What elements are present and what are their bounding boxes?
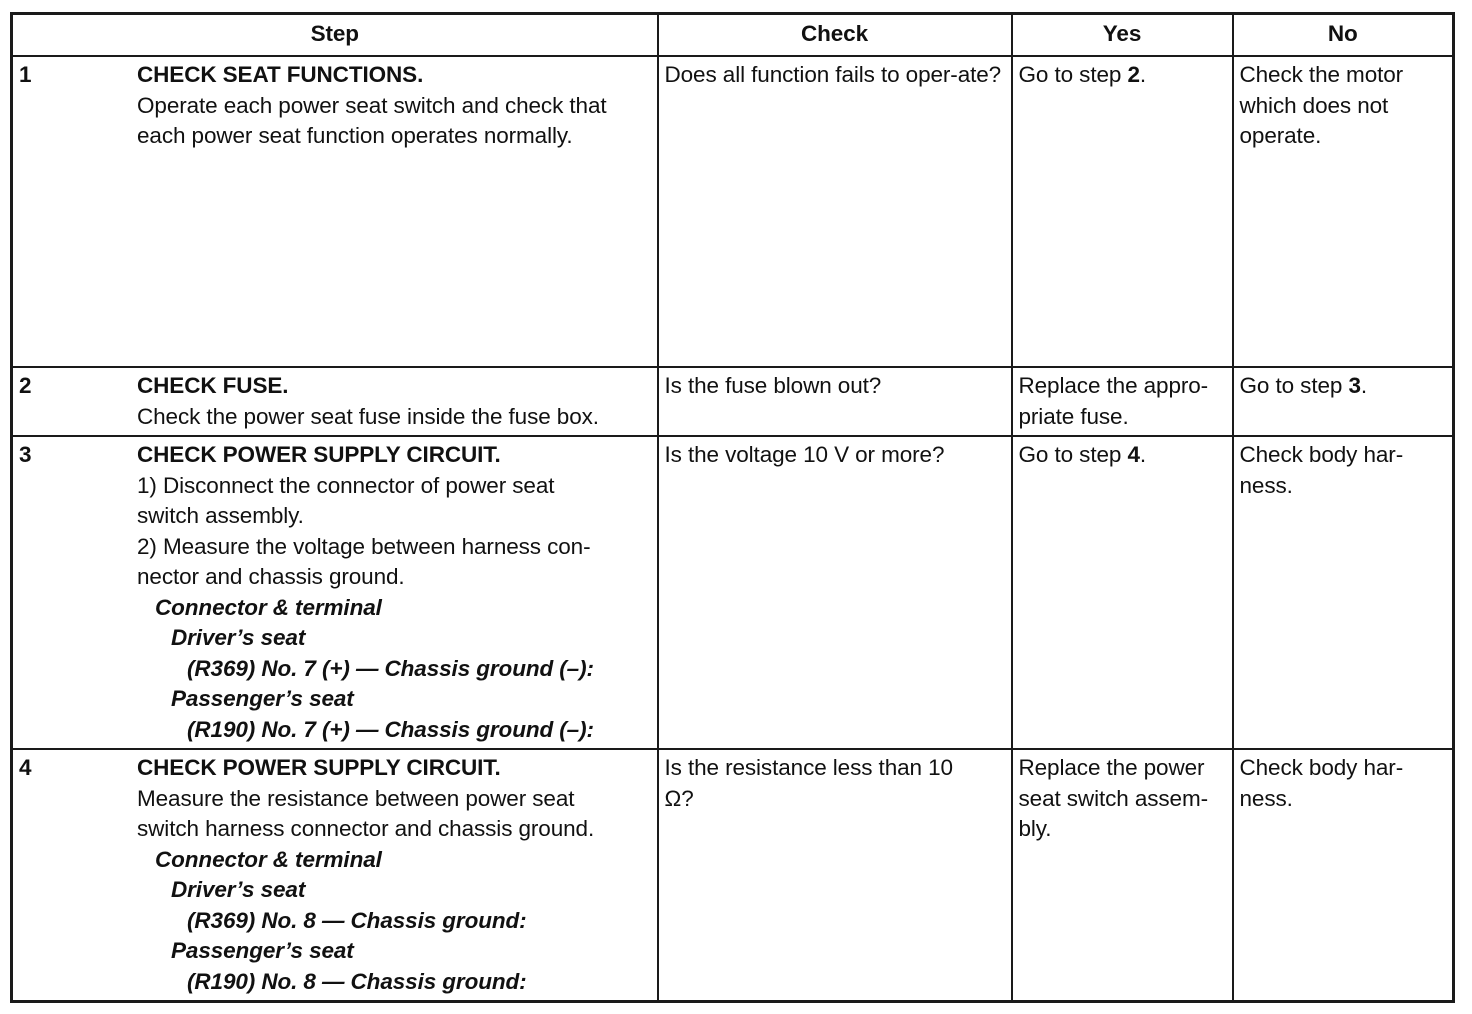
step-number: 2 xyxy=(19,373,32,398)
header-yes: Yes xyxy=(1012,14,1233,57)
passenger-seat-label: Passenger’s seat xyxy=(171,938,354,963)
step-cell xyxy=(12,367,658,436)
yes-cell: Replace the appro-priate fuse. xyxy=(1012,367,1233,436)
passenger-terminal: (R190) No. 8 — Chassis ground: xyxy=(187,968,527,994)
check-cell: Is the fuse blown out? xyxy=(658,367,1012,436)
driver-terminal: (R369) No. 8 — Chassis ground: xyxy=(187,907,527,933)
check-text: Ω? xyxy=(664,785,694,811)
connector-label: Connector & terminal xyxy=(155,594,382,620)
step-number: 1 xyxy=(19,62,32,87)
yes-text: Go to step xyxy=(1018,62,1128,87)
yes-step-number: 4 xyxy=(1127,442,1140,467)
no-cell: Check body har-ness. xyxy=(1233,749,1454,1002)
step-cell xyxy=(12,56,658,367)
yes-text: Go to step xyxy=(1018,442,1128,467)
step-text: 2) Measure the voltage between harness con- xyxy=(137,533,591,559)
passenger-terminal: (R190) No. 7 (+) — Chassis ground (–): xyxy=(187,716,594,742)
yes-cell: Replace the power seat switch assem-bly. xyxy=(1012,749,1233,1002)
no-cell: Check the motor which does not operate. xyxy=(1233,56,1454,367)
table-row xyxy=(12,367,1454,436)
step-text: Measure the resistance between power seat xyxy=(137,785,575,811)
header-step: Step xyxy=(12,14,658,57)
yes-cell xyxy=(1012,56,1233,367)
step-text: Check the power seat fuse inside the fuse box. xyxy=(137,403,599,429)
check-cell: Does all function fails to oper-ate? xyxy=(658,56,1012,367)
yes-text-suffix: . xyxy=(1139,62,1147,87)
step-text: switch assembly. xyxy=(137,503,304,528)
step-text: nector and chassis ground. xyxy=(137,564,405,589)
step-title: CHECK POWER SUPPLY CIRCUIT. xyxy=(137,442,501,467)
table-row xyxy=(12,56,1454,367)
step-text: each power seat function operates normally. xyxy=(137,123,573,148)
connector-label: Connector & terminal xyxy=(155,846,382,872)
step-title: CHECK FUSE. xyxy=(137,373,289,398)
step-title: CHECK POWER SUPPLY CIRCUIT. xyxy=(137,755,501,780)
driver-seat-label: Driver’s seat xyxy=(171,625,306,650)
no-step-number: 3 xyxy=(1348,373,1361,398)
step-cell xyxy=(12,749,658,1002)
header-row xyxy=(12,14,1454,57)
step-title: CHECK SEAT FUNCTIONS. xyxy=(137,62,424,87)
check-cell: Is the voltage 10 V or more? xyxy=(658,436,1012,749)
no-text: Go to step xyxy=(1239,373,1349,398)
header-no: No xyxy=(1233,14,1454,57)
no-cell xyxy=(1233,367,1454,436)
driver-terminal: (R369) No. 7 (+) — Chassis ground (–): xyxy=(187,655,594,681)
step-text: switch harness connector and chassis ground. xyxy=(137,816,595,841)
step-cell xyxy=(12,436,658,749)
yes-step-number: 2 xyxy=(1127,62,1140,87)
driver-seat-label: Driver’s seat xyxy=(171,877,306,902)
no-cell: Check body har-ness. xyxy=(1233,436,1454,749)
check-cell xyxy=(658,749,1012,1002)
table-row xyxy=(12,749,1454,1002)
step-number: 4 xyxy=(19,755,32,780)
check-text: Is the resistance less than 10 xyxy=(664,755,953,780)
passenger-seat-label: Passenger’s seat xyxy=(171,686,354,711)
yes-text-suffix: . xyxy=(1139,442,1147,467)
diagnostic-table xyxy=(10,12,1455,1003)
header-check: Check xyxy=(658,14,1012,57)
step-number: 3 xyxy=(19,442,32,467)
table-row xyxy=(12,436,1454,749)
yes-cell xyxy=(1012,436,1233,749)
step-text: 1) Disconnect the connector of power seat xyxy=(137,472,555,498)
step-text: Operate each power seat switch and check that xyxy=(137,92,607,118)
no-text-suffix: . xyxy=(1360,373,1368,398)
